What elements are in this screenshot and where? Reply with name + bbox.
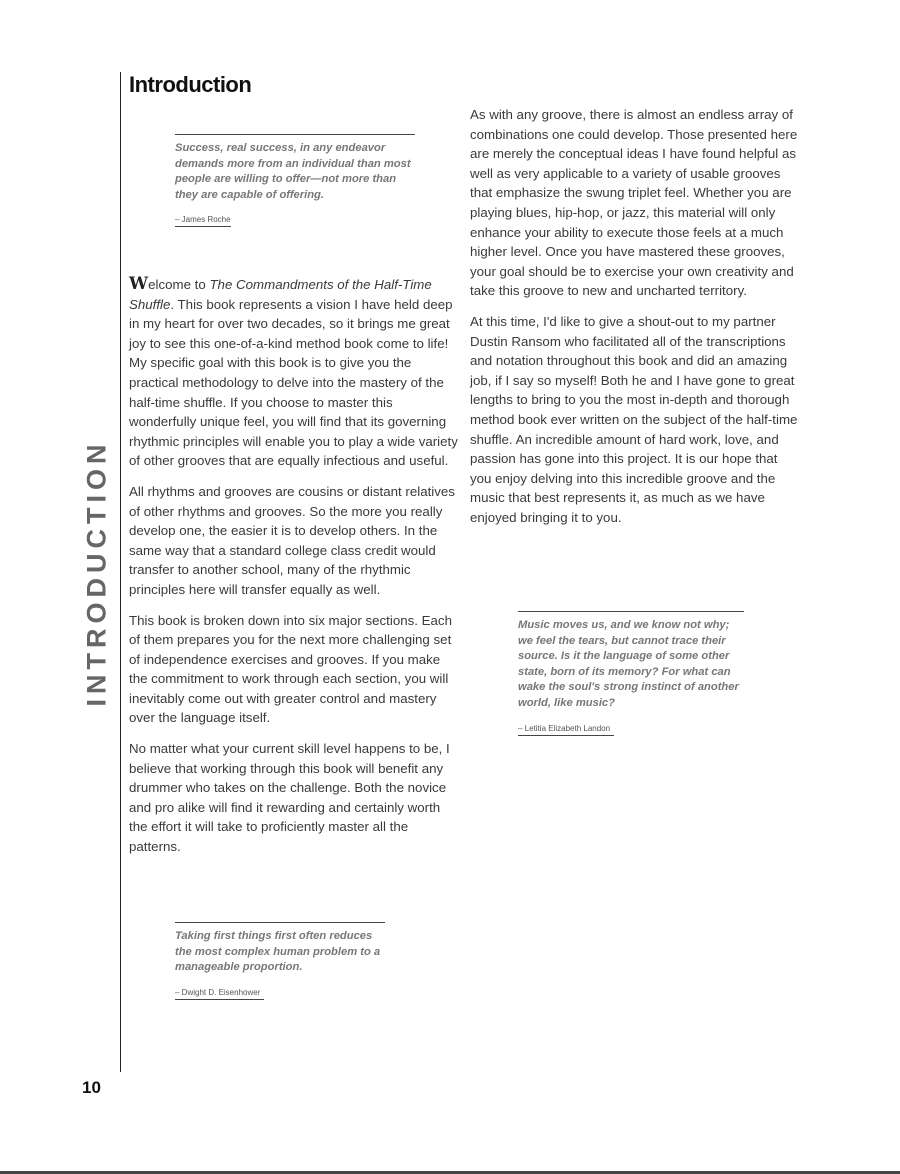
page-number: 10 xyxy=(82,1078,101,1097)
quote-text: Success, real success, in any endeavor demands more from an individual than most people are willing to offer—not more than they are capable of offering. xyxy=(175,142,411,201)
body-paragraph: No matter what your current skill level happens to be, I believe that working through this book will benefit any drummer who takes on the challenge. Both the novice and pro alike will find it rewarding and certainly worth the effort it will take to proficiently master all the patterns. xyxy=(129,741,450,855)
quote-attribution: – Dwight D. Eisenhower xyxy=(175,988,264,1000)
quote-attribution: – James Roche xyxy=(175,215,231,227)
intro-lead-text: elcome to xyxy=(148,277,210,292)
quote-attribution: – Letitia Elizabeth Landon xyxy=(518,724,614,736)
book-title: The Commandments of the Half-Time Shuffle xyxy=(129,277,432,312)
section-side-label: INTRODUCTION xyxy=(81,439,112,707)
quote-text: Music moves us, and we know not why; we feel the tears, but cannot trace their source. Is it the language of some other state, born of its memory? For what can wake the soul's strong instinct of another world, like music? xyxy=(518,619,739,709)
page-title: Introduction xyxy=(129,72,252,97)
body-paragraph: At this time, I'd like to give a shout-out to my partner Dustin Ransom who facilitated all of the transcriptions and notation throughout this book and did an amazing job, if I say so myself! Both he and I have gone to great lengths to bring to you the most in-depth and thorough method book ever written on the subject of the half-time shuffle. An incredible amount of hard work, love, and passion has gone into this project. It is our hope that you enjoy delving into this incredible groove and the music that best represents it, as much as we have enjoyed bringing it to you. xyxy=(470,313,798,525)
body-paragraph: All rhythms and grooves are cousins or distant relatives of other rhythms and grooves. So the more you really develop one, the easier it is to develop others. In the same way that a standard college class credit would transfer to another school, many of the rhythmic principles here will transfer equally as well. xyxy=(129,483,455,597)
music-quote xyxy=(518,611,744,736)
intro-paragraph xyxy=(129,275,461,471)
drop-cap: W xyxy=(129,274,149,294)
right-column xyxy=(470,105,800,538)
body-paragraph: This book is broken down into six major sections. Each of them prepares you for the next more challenging set of independence exercises and grooves. If you make the commitment to work through each section, you will inevitably come out with greater control and mastery over the language itself. xyxy=(129,612,452,726)
footer-quote xyxy=(175,922,385,1000)
intro-rest-text: . This book represents a vision I have held deep in my heart for over two decades, so it brings me great joy to see this one-of-a-kind method book come to life! My specific goal with this book is to give you the practical methodology to delve into the mastery of the half-time shuffle. If you choose to master this wonderfully unique feel, you will find that its governing rhythmic principles will enable you to play a wide variety of other grooves that are equally infectious and useful. xyxy=(129,296,458,469)
vertical-margin-rule xyxy=(120,72,121,1072)
body-paragraph: As with any groove, there is almost an endless array of combinations one could develop. Those presented here are merely the conceptual ideas I have found helpful as well as very applicable to a variety of usable grooves that emphasize the swung triplet feel. Whether you are playing blues, hip-hop, or jazz, this material will only enhance your ability to execute those feels at a much higher level. Once you have mastered these grooves, your goal should be to exercise your own creativity and take this groove to new and uncharted territory. xyxy=(470,107,798,299)
quote-rule xyxy=(518,611,744,612)
quote-text: Taking first things first often reduces the most complex human problem to a manageable proportion. xyxy=(175,930,381,974)
quote-rule xyxy=(175,134,415,135)
epigraph-quote xyxy=(175,134,415,227)
left-column xyxy=(129,275,461,868)
quote-rule xyxy=(175,922,385,923)
